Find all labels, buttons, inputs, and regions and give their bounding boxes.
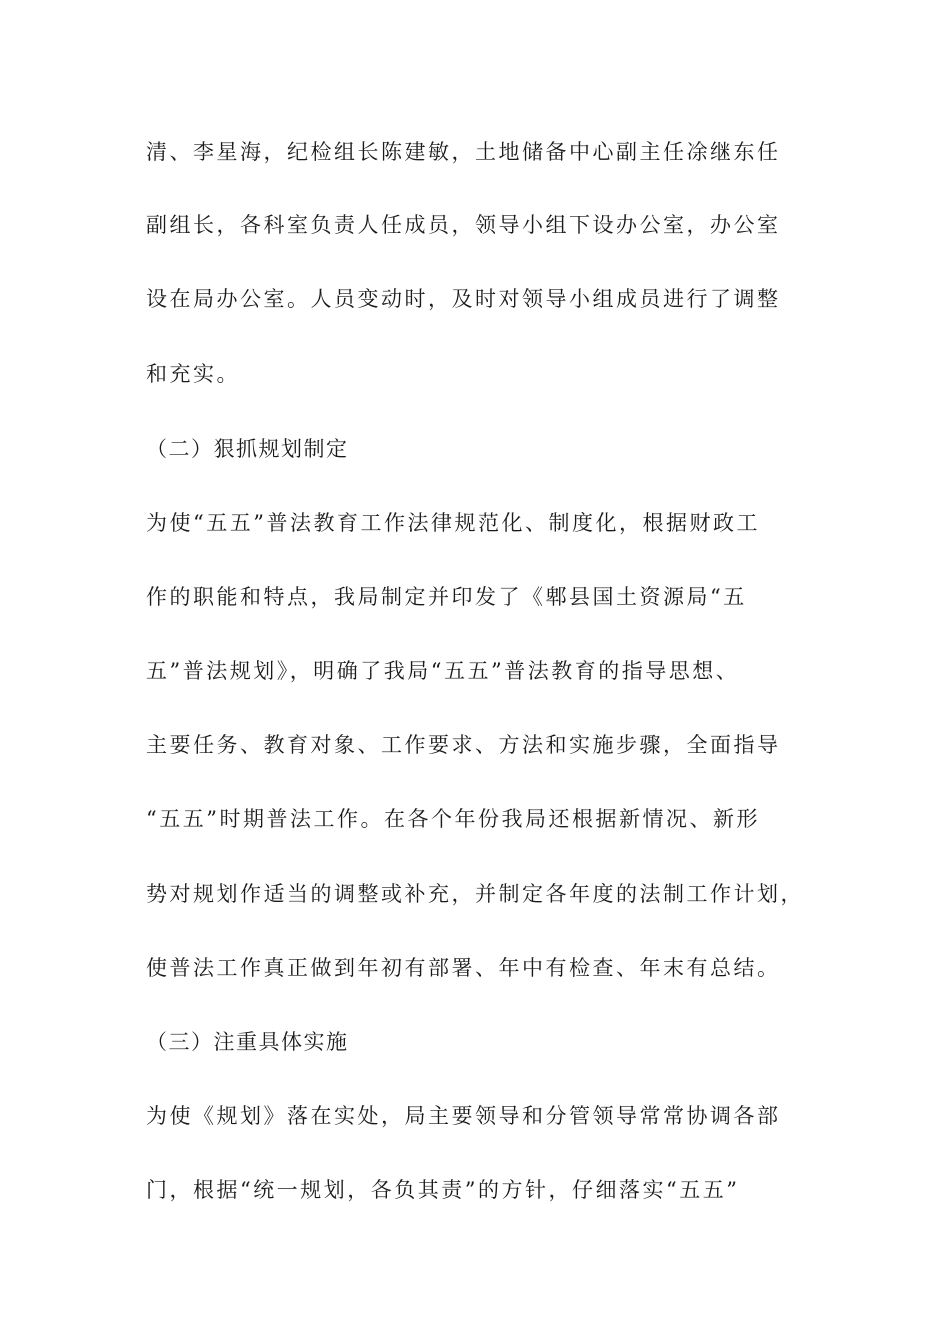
paragraph-line: 副组长，各科室负责人任成员，领导小组下设办公室，办公室 <box>146 213 781 237</box>
section-heading: （三）注重具体实施 <box>146 1030 349 1054</box>
paragraph-line: 为使“五五”普法教育工作法律规范化、制度化，根据财政工 <box>146 511 760 535</box>
paragraph-line: 五”普法规划》，明确了我局“五五”普法教育的指导思想、 <box>146 659 740 683</box>
paragraph-line: 设在局办公室。人员变动时，及时对领导小组成员进行了调整 <box>146 287 781 311</box>
paragraph-line: 清、李星海，纪检组长陈建敏，土地储备中心副主任凃继东任 <box>146 140 781 164</box>
section-heading: （二）狠抓规划制定 <box>146 437 349 461</box>
paragraph-line: 主要任务、教育对象、工作要求、方法和实施步骤，全面指导 <box>146 733 781 757</box>
paragraph-line: 和充实。 <box>146 362 240 386</box>
paragraph-line: 使普法工作真正做到年初有部署、年中有检查、年末有总结。 <box>146 956 781 980</box>
paragraph-line: “五五”时期普法工作。在各个年份我局还根据新情况、新形 <box>146 807 760 831</box>
paragraph-line: 门，根据“统一规划，各负其责”的方针，仔细落实“五五” <box>146 1178 740 1202</box>
paragraph-line: 作的职能和特点，我局制定并印发了《郫县国土资源局“五 <box>146 585 747 609</box>
paragraph-line: 为使《规划》落在实处，局主要领导和分管领导常常协调各部 <box>146 1104 781 1128</box>
paragraph-line: 势对规划作适当的调整或补充，并制定各年度的法制工作计划， <box>146 882 804 906</box>
